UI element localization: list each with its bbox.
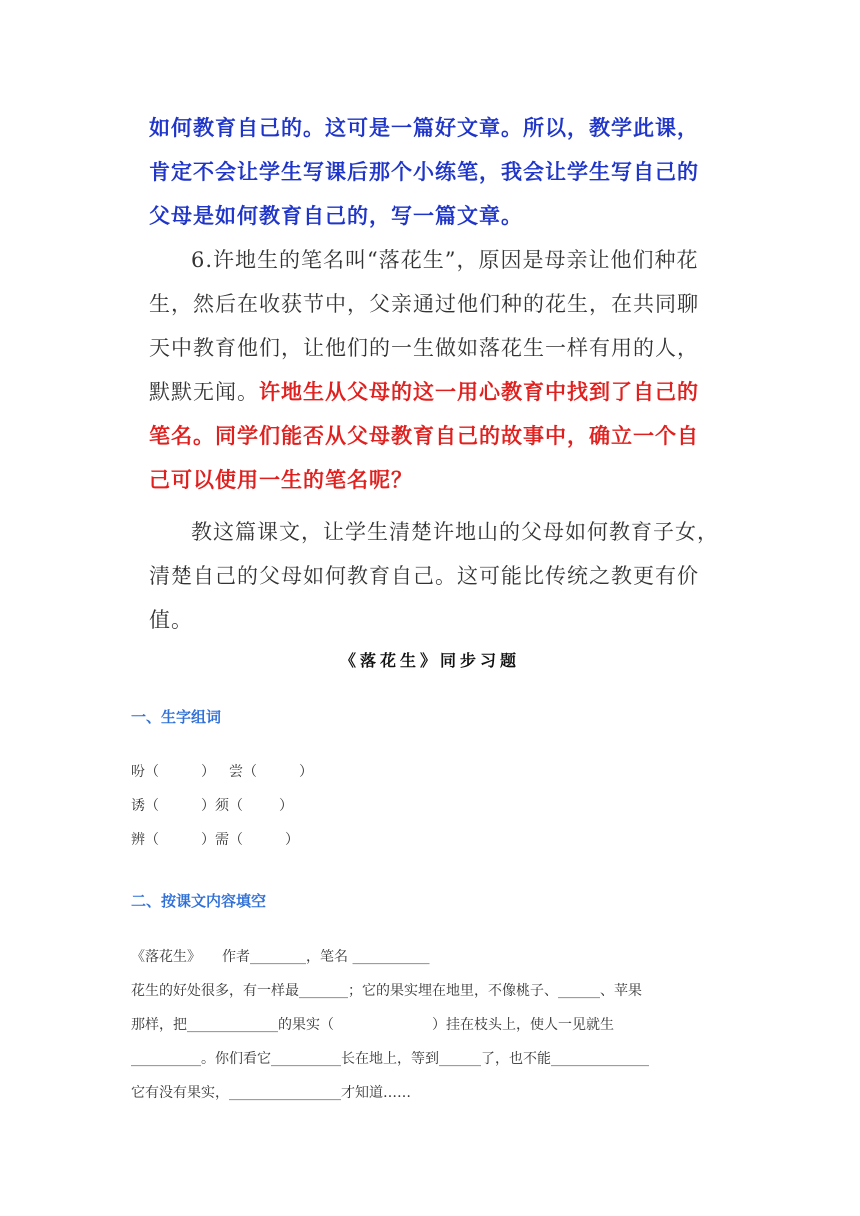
paragraph-3: 教这篇课文，让学生清楚许地山的父母如何教育子女，清楚自己的父母如何教育自己。这可能比传统之教更有价值。 [149,520,719,632]
fill-line-3: 那样，把_____________的果实（ ）挂在枝头上，使人一见就生 [131,1017,614,1033]
word-cell-close: ） [285,832,299,848]
word-cell-close: ） [299,764,313,780]
fill-line-2: 花生的好处很多，有一样最_______；它的果实埋在地里，不像桃子、______、苹果 [131,983,642,999]
section-2-heading: 二、按课文内容填空 [131,892,267,910]
paragraph-2 [149,238,719,502]
word-cell-close: ） [201,798,215,814]
paragraph-2-normal: 6.许地生的笔名叫“落花生”，原因是母亲让他们种花生，然后在收获节中，父亲通过他们种的花生，在共同聊天中教育他们，让他们的一生做如落花生一样有用的人，默默无闻。 [149,248,699,404]
section-1-heading: 一、生字组词 [131,708,222,726]
word-row-3 [131,823,299,857]
word-cell: 诱（ [131,798,159,814]
word-cell-close: ） [201,832,215,848]
word-cell-close: ） [201,764,215,780]
fill-line-5: 它有没有果实，________________才知道…… [131,1085,411,1101]
word-cell: 尝（ [229,764,257,780]
exercise-title: 《落花生》同步习题 [339,651,520,670]
word-cell-close: ） [279,798,293,814]
paragraph-1: 如何教育自己的。这可是一篇好文章。所以，教学此课，肯定不会让学生写课后那个小练笔，我会让学生写自己的父母是如何教育自己的，写一篇文章。 [149,115,699,228]
fill-line-4: __________。你们看它__________长在地上，等到______了，也不能______________ [131,1051,649,1067]
fill-line-1: 《落花生》 作者________，笔名 ___________ [131,949,430,965]
word-cell: 辨（ [131,832,159,848]
word-cell: 需（ [215,832,243,848]
word-row-1 [131,755,313,789]
word-cell: 吩（ [131,764,159,780]
paragraph-2-highlight: 许地生从父母的这一用心教育中找到了自己的笔名。同学们能否从父母教育自己的故事中，确立一个自己可以使用一生的笔名呢？ [149,379,699,492]
word-row-2 [131,789,293,823]
word-cell: 须（ [215,798,243,814]
